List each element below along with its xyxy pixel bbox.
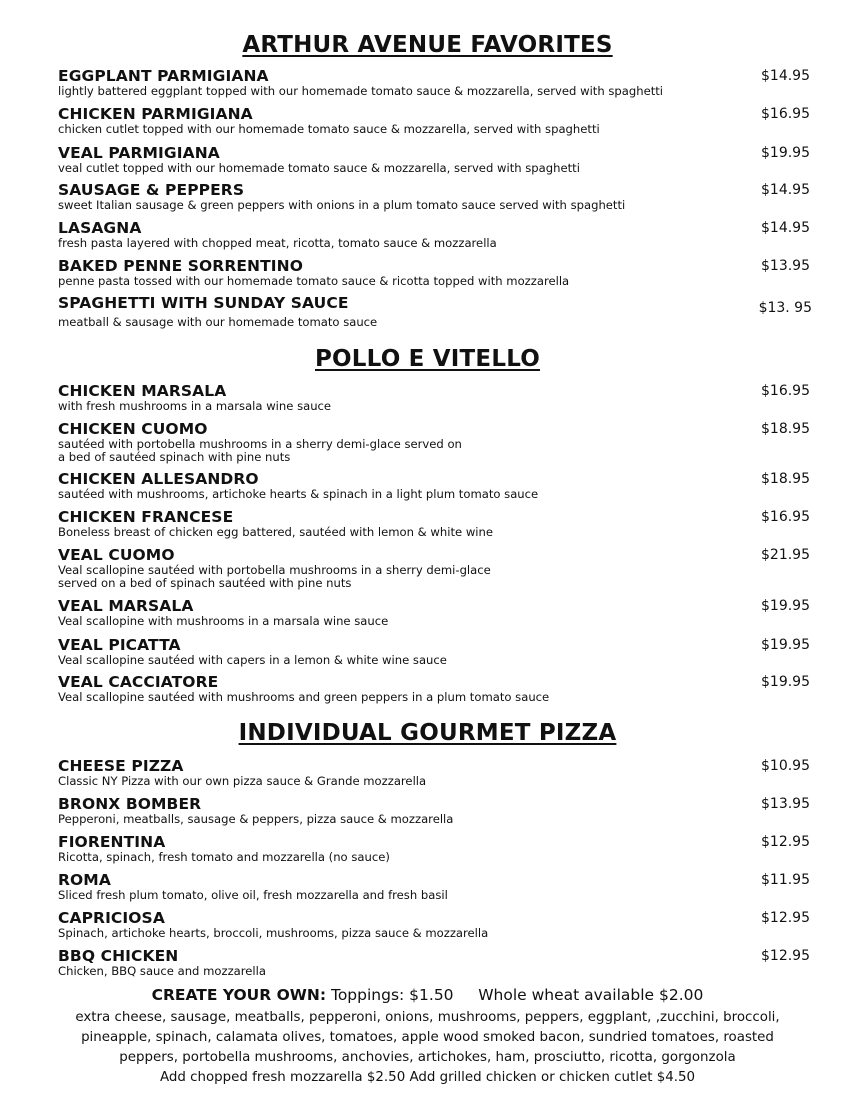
item-name: ROMA bbox=[58, 871, 111, 889]
item-description: sautéed with portobella mushrooms in a sherry demi-glace served on bbox=[58, 437, 462, 451]
toppings-price: Toppings: $1.50 bbox=[330, 986, 454, 1004]
toppings-line: pineapple, spinach, calamata olives, tomatoes, apple wood smoked bacon, sundried tomatoes, roasted bbox=[81, 1030, 774, 1045]
item-price: $18.95 bbox=[761, 421, 810, 437]
whole-wheat-note: Whole wheat available $2.00 bbox=[478, 986, 704, 1004]
item-description: Veal scallopine with mushrooms in a marsala wine sauce bbox=[58, 614, 389, 628]
menu-item bbox=[58, 758, 838, 788]
section-title-pollo-e-vitello: POLLO E VITELLO bbox=[315, 346, 540, 372]
menu-item bbox=[58, 509, 838, 539]
item-price: $12.95 bbox=[761, 948, 810, 964]
menu-item bbox=[58, 948, 838, 978]
create-your-own-header bbox=[0, 986, 855, 1004]
menu-item bbox=[58, 471, 838, 501]
item-description: veal cutlet topped with our homemade tomato sauce & mozzarella, served with spaghetti bbox=[58, 161, 580, 175]
item-price: $13.95 bbox=[761, 796, 810, 812]
toppings-list bbox=[0, 1008, 855, 1088]
item-price: $16.95 bbox=[761, 383, 810, 399]
item-price: $14.95 bbox=[761, 220, 810, 236]
item-name: CHICKEN CUOMO bbox=[58, 420, 208, 438]
add-ons-line: Add chopped fresh mozzarella $2.50 Add grilled chicken or chicken cutlet $4.50 bbox=[159, 1070, 696, 1085]
item-description: chicken cutlet topped with our homemade tomato sauce & mozzarella, served with spaghetti bbox=[58, 122, 600, 136]
item-description: meatball & sausage with our homemade tomato sauce bbox=[58, 315, 378, 329]
item-description: with fresh mushrooms in a marsala wine sauce bbox=[58, 399, 332, 413]
menu-item bbox=[58, 68, 838, 98]
menu-item bbox=[58, 220, 838, 250]
item-price: $12.95 bbox=[761, 834, 810, 850]
item-description: fresh pasta layered with chopped meat, ricotta, tomato sauce & mozzarella bbox=[58, 236, 497, 250]
item-price: $11.95 bbox=[761, 872, 810, 888]
toppings-line: peppers, portobella mushrooms, anchovies, artichokes, ham, prosciutto, ricotta, gorgonzola bbox=[119, 1050, 736, 1065]
item-price: $19.95 bbox=[761, 145, 810, 161]
section-title-arthur-avenue-favorites: ARTHUR AVENUE FAVORITES bbox=[242, 32, 613, 58]
item-description: a bed of sautéed spinach with pine nuts bbox=[58, 449, 291, 464]
item-description: Chicken, BBQ sauce and mozzarella bbox=[58, 964, 266, 978]
item-name: VEAL PARMIGIANA bbox=[58, 144, 220, 162]
item-name: SPAGHETTI WITH SUNDAY SAUCE bbox=[58, 294, 349, 312]
item-name: FIORENTINA bbox=[58, 833, 166, 851]
item-price: $21.95 bbox=[761, 547, 810, 563]
item-name: BRONX BOMBER bbox=[58, 795, 202, 813]
item-name: EGGPLANT PARMIGIANA bbox=[58, 67, 269, 85]
item-description: sautéed with mushrooms, artichoke hearts & spinach in a light plum tomato sauce bbox=[58, 487, 539, 501]
menu-item bbox=[58, 598, 838, 628]
item-name: VEAL CUOMO bbox=[58, 546, 175, 564]
item-description: lightly battered eggplant topped with our homemade tomato sauce & mozzarella, served with spaghetti bbox=[58, 84, 664, 98]
menu-item bbox=[58, 637, 838, 667]
item-name: BBQ CHICKEN bbox=[58, 947, 179, 965]
item-description: sweet Italian sausage & green peppers with onions in a plum tomato sauce served with spaghetti bbox=[58, 198, 626, 212]
item-description: Pepperoni, meatballs, sausage & peppers, pizza sauce & mozzarella bbox=[58, 812, 454, 826]
item-description: Veal scallopine sautéed with portobella mushrooms in a sherry demi-glace bbox=[58, 563, 491, 577]
item-description: Sliced fresh plum tomato, olive oil, fresh mozzarella and fresh basil bbox=[58, 888, 448, 902]
menu-item bbox=[58, 421, 838, 463]
item-description: Classic NY Pizza with our own pizza sauce & Grande mozzarella bbox=[58, 774, 427, 788]
item-price: $12.95 bbox=[761, 910, 810, 926]
item-price: $19.95 bbox=[761, 674, 810, 690]
item-description: Boneless breast of chicken egg battered, sautéed with lemon & white wine bbox=[58, 525, 494, 539]
toppings-line: extra cheese, sausage, meatballs, pepperoni, onions, mushrooms, peppers, eggplant, ,zucchini, broccoli, bbox=[75, 1010, 780, 1025]
menu-item bbox=[58, 258, 838, 288]
item-name: VEAL CACCIATORE bbox=[58, 673, 219, 691]
item-price: $16.95 bbox=[761, 106, 810, 122]
item-price: $16.95 bbox=[761, 509, 810, 525]
item-description: Veal scallopine sautéed with mushrooms and green peppers in a plum tomato sauce bbox=[58, 690, 550, 704]
item-name: LASAGNA bbox=[58, 219, 142, 237]
menu-item bbox=[58, 796, 838, 826]
item-name: CHICKEN MARSALA bbox=[58, 382, 227, 400]
item-name: CAPRICIOSA bbox=[58, 909, 165, 927]
item-price: $14.95 bbox=[761, 182, 810, 198]
item-name: CHICKEN FRANCESE bbox=[58, 508, 234, 526]
item-name: SAUSAGE & PEPPERS bbox=[58, 181, 245, 199]
menu-item bbox=[58, 182, 838, 212]
section-title-individual-gourmet-pizza: INDIVIDUAL GOURMET PIZZA bbox=[238, 720, 617, 746]
menu-item bbox=[58, 106, 838, 136]
item-description: Ricotta, spinach, fresh tomato and mozzarella (no sauce) bbox=[58, 850, 390, 864]
item-name: VEAL PICATTA bbox=[58, 636, 181, 654]
item-price: $18.95 bbox=[761, 471, 810, 487]
item-name: BAKED PENNE SORRENTINO bbox=[58, 257, 304, 275]
item-price: $13.95 bbox=[761, 258, 810, 274]
item-price: $13. 95 bbox=[758, 300, 812, 316]
item-description: penne pasta tossed with our homemade tomato sauce & ricotta topped with mozzarella bbox=[58, 274, 570, 288]
menu-item bbox=[58, 383, 838, 413]
menu-item bbox=[58, 834, 838, 864]
menu-item bbox=[58, 910, 838, 940]
menu-item bbox=[58, 872, 838, 902]
create-your-own-label: CREATE YOUR OWN: bbox=[151, 986, 327, 1004]
item-price: $19.95 bbox=[761, 598, 810, 614]
item-name: CHEESE PIZZA bbox=[58, 757, 184, 775]
menu-item bbox=[58, 674, 838, 704]
menu-item bbox=[58, 547, 838, 589]
item-price: $19.95 bbox=[761, 637, 810, 653]
menu-item bbox=[58, 145, 838, 175]
menu-item bbox=[58, 295, 838, 329]
item-name: CHICKEN ALLESANDRO bbox=[58, 470, 259, 488]
item-description: served on a bed of spinach sautéed with pine nuts bbox=[58, 575, 352, 590]
item-name: VEAL MARSALA bbox=[58, 597, 194, 615]
item-name: CHICKEN PARMIGIANA bbox=[58, 105, 253, 123]
item-description: Spinach, artichoke hearts, broccoli, mushrooms, pizza sauce & mozzarella bbox=[58, 926, 489, 940]
item-price: $14.95 bbox=[761, 68, 810, 84]
item-price: $10.95 bbox=[761, 758, 810, 774]
item-description: Veal scallopine sautéed with capers in a lemon & white wine sauce bbox=[58, 653, 447, 667]
